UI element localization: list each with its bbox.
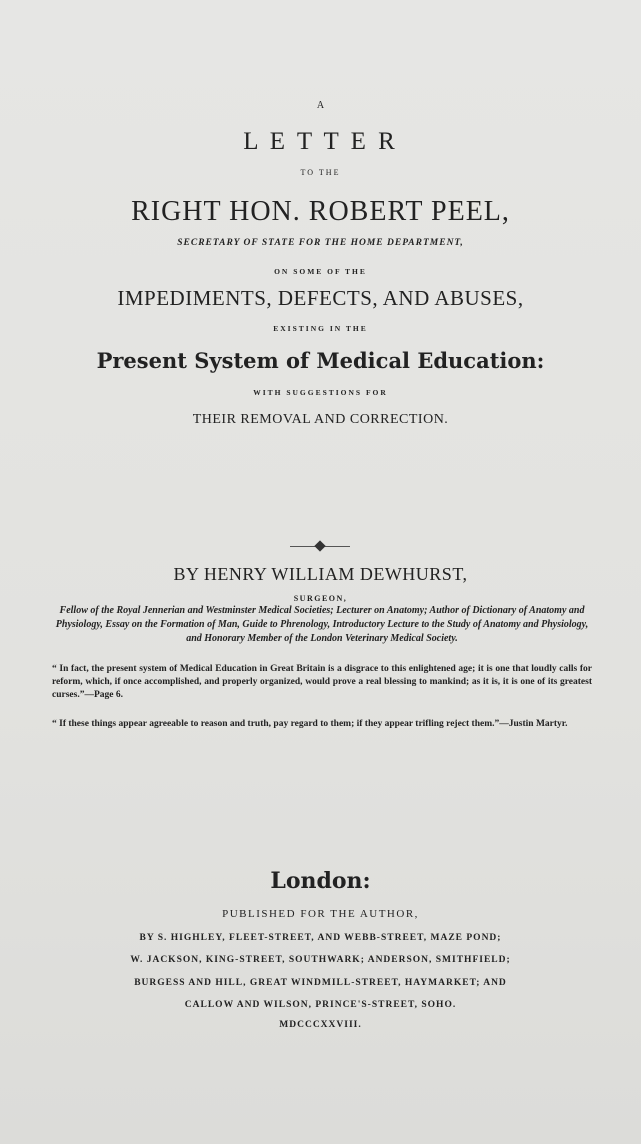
divider-ornament	[314, 540, 325, 551]
sellers-line-2: W. JACKSON, KING-STREET, SOUTHWARK; ANDERSON, SMITHFIELD;	[130, 955, 511, 965]
surgeon-line: SURGEON,	[293, 594, 348, 603]
article-a: A	[316, 100, 325, 111]
system-title: Present System of Medical Education:	[96, 348, 545, 373]
author-credentials: Fellow of the Royal Jennerian and Westminster Medical Societies; Lecturer on Anatomy; Author of Dictionary of Anatomy and Physiology, Essay on the Formation of Man, Guide to Phrenology, Introductory Lecture to the Study of Anatomy and Physiology, and Honorary Member of the London Veterinary Medical Society.	[55, 605, 589, 644]
with-suggestions: WITH SUGGESTIONS FOR	[253, 388, 388, 397]
sellers-line-4: CALLOW AND WILSON, PRINCE'S-STREET, SOHO.	[184, 1000, 457, 1010]
subject-line: IMPEDIMENTS, DEFECTS, AND ABUSES,	[117, 286, 524, 310]
sellers-line-1: BY S. HIGHLEY, FLEET-STREET, AND WEBB-STREET, MAZE POND;	[139, 933, 502, 943]
on-some-of-the: ON SOME OF THE	[274, 267, 367, 276]
existing-in-the: EXISTING IN THE	[273, 324, 368, 333]
removal-line: THEIR REMOVAL AND CORRECTION.	[192, 412, 449, 427]
published-for: PUBLISHED FOR THE AUTHOR,	[222, 908, 419, 920]
epigraph-2: “ If these things appear agreeable to reason and truth, pay regard to them; if they appear trifling reject them.”—Justin Martyr.	[52, 719, 568, 729]
epigraph-1: “ In fact, the present system of Medical Education in Great Britain is a disgrace to this enlightened age; it is one that loudly calls for reform, which, if once accomplished, and properly organized, would prove a real blessing to mankind; as it is, it is one of its greatest curses.”—Page 6.	[52, 664, 592, 700]
publication-year: MDCCCXXVIII.	[279, 1020, 362, 1030]
imprint-london: London:	[270, 868, 371, 894]
sellers-line-3: BURGESS AND HILL, GREAT WINDMILL-STREET, HAYMARKET; AND	[134, 978, 507, 988]
addressee: RIGHT HON. ROBERT PEEL,	[131, 196, 510, 227]
title-letter: L E T T E R	[243, 128, 398, 155]
author-line: BY HENRY WILLIAM DEWHURST,	[173, 564, 468, 584]
to-the: TO THE	[300, 168, 341, 177]
office-title: SECRETARY OF STATE FOR THE HOME DEPARTMENT,	[177, 238, 464, 248]
